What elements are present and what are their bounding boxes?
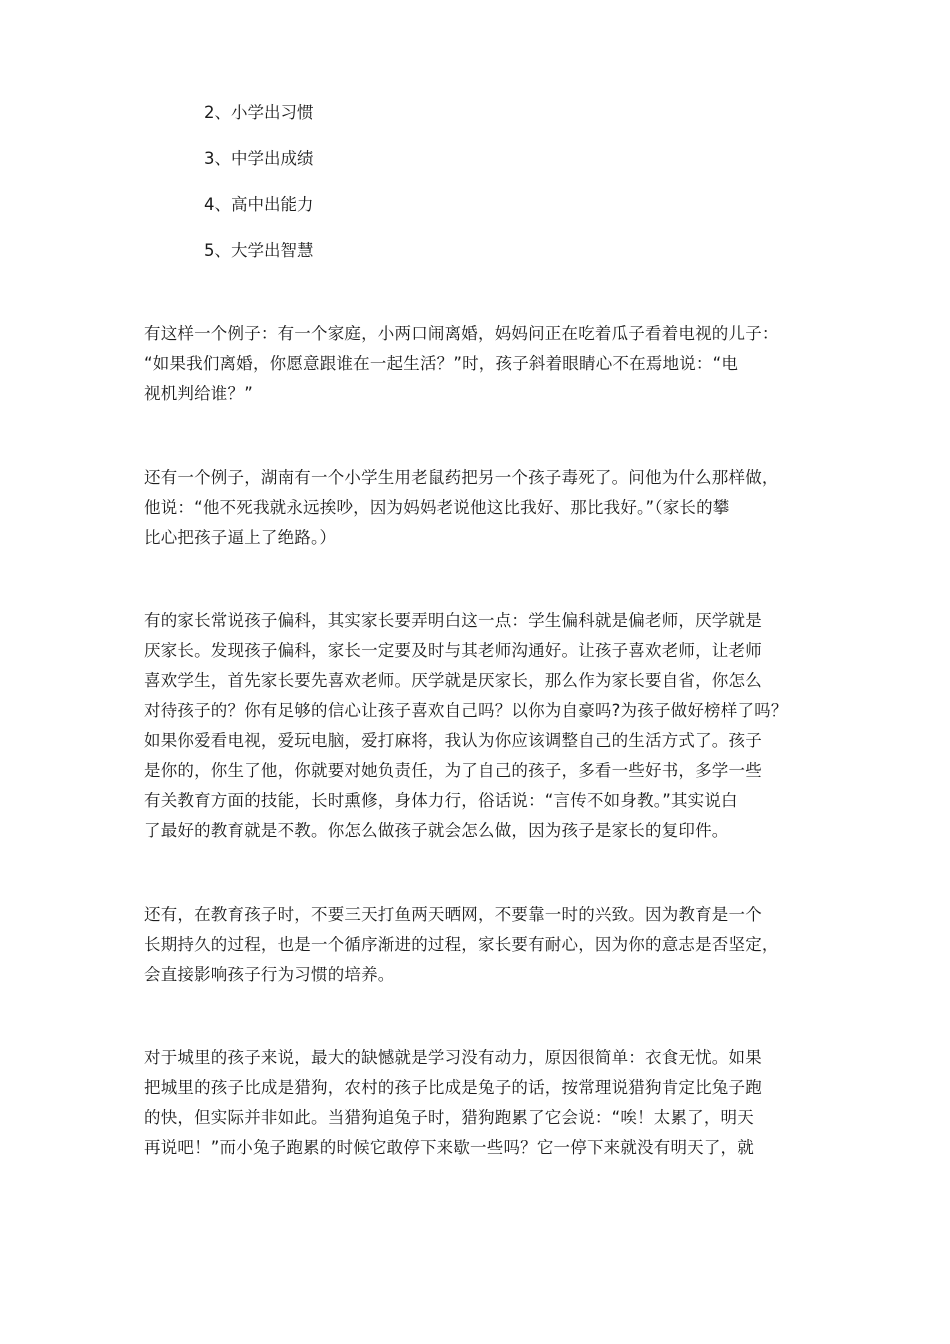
text-line: 有这样一个例子：有一个家庭，小两口闹离婚，妈妈问正在吃着瓜子看着电视的儿子：: [144, 324, 779, 343]
text-line: 是你的，你生了他，你就要对她负责任，为了自己的孩子，多看一些好书，多学一些: [144, 761, 762, 780]
text-line: 长期持久的过程，也是一个循序渐进的过程，家长要有耐心，因为你的意志是否坚定，: [144, 935, 779, 954]
text-line: 有的家长常说孩子偏科，其实家长要弄明白这一点：学生偏科就是偏老师，厌学就是: [144, 611, 762, 630]
text-line: 了最好的教育就是不教。你怎么做孩子就会怎么做，因为孩子是家长的复印件。: [144, 821, 729, 840]
text-line: 对于城里的孩子来说，最大的缺憾就是学习没有动力，原因很简单：衣食无忧。如果: [144, 1048, 762, 1067]
list-item: 3、中学出成绩: [204, 149, 314, 168]
list-item: 5、大学出智慧: [204, 241, 314, 260]
text-line: 厌家长。发现孩子偏科，家长一定要及时与其老师沟通好。让孩子喜欢老师，让老师: [144, 641, 762, 660]
list-item: 4、高中出能力: [204, 195, 314, 214]
text-line: 他说：“他不死我就永远挨吵，因为妈妈老说他这比我好、那比我好。”（家长的攀: [144, 498, 730, 517]
text-line: 有关教育方面的技能，长时熏修，身体力行，俗话说：“言传不如身教。”其实说白: [144, 791, 738, 810]
text-line: 喜欢学生，首先家长要先喜欢老师。厌学就是厌家长，那么作为家长要自省，你怎么: [144, 671, 762, 690]
text-line: 对待孩子的？你有足够的信心让孩子喜欢自己吗？以你为自豪吗?为孩子做好榜样了吗？: [144, 701, 788, 720]
text-line: 还有，在教育孩子时，不要三天打鱼两天晒网，不要靠一时的兴致。因为教育是一个: [144, 905, 762, 924]
text-line: “如果我们离婚，你愿意跟谁在一起生活？”时，孩子斜着眼睛心不在焉地说：“电: [144, 354, 739, 373]
text-line: 视机判给谁？”: [144, 384, 253, 403]
paragraph-divorce-example: [144, 319, 844, 409]
paragraph-city-children: [144, 1043, 844, 1163]
text-line: 会直接影响孩子行为习惯的培养。: [144, 965, 395, 984]
paragraph-hunan-example: [144, 463, 844, 553]
text-line: 把城里的孩子比成是猎狗，农村的孩子比成是兔子的话，按常理说猎狗肯定比兔子跑: [144, 1078, 762, 1097]
numbered-list: [204, 98, 314, 282]
text-line: 的快，但实际并非如此。当猎狗追兔子时，猎狗跑累了它会说：“唉！太累了，明天: [144, 1108, 754, 1127]
text-line: 还有一个例子，湖南有一个小学生用老鼠药把另一个孩子毒死了。问他为什么那样做，: [144, 468, 779, 487]
text-line: 再说吧！”而小兔子跑累的时候它敢停下来歇一些吗？它一停下来就没有明天了，就: [144, 1138, 754, 1157]
text-line: 如果你爱看电视，爱玩电脑，爱打麻将，我认为你应该调整自己的生活方式了。孩子: [144, 731, 762, 750]
text-line: 比心把孩子逼上了绝路。）: [144, 528, 337, 547]
paragraph-persistence: [144, 900, 844, 990]
list-item: 2、小学出习惯: [204, 103, 314, 122]
paragraph-subject-bias: [144, 606, 844, 846]
